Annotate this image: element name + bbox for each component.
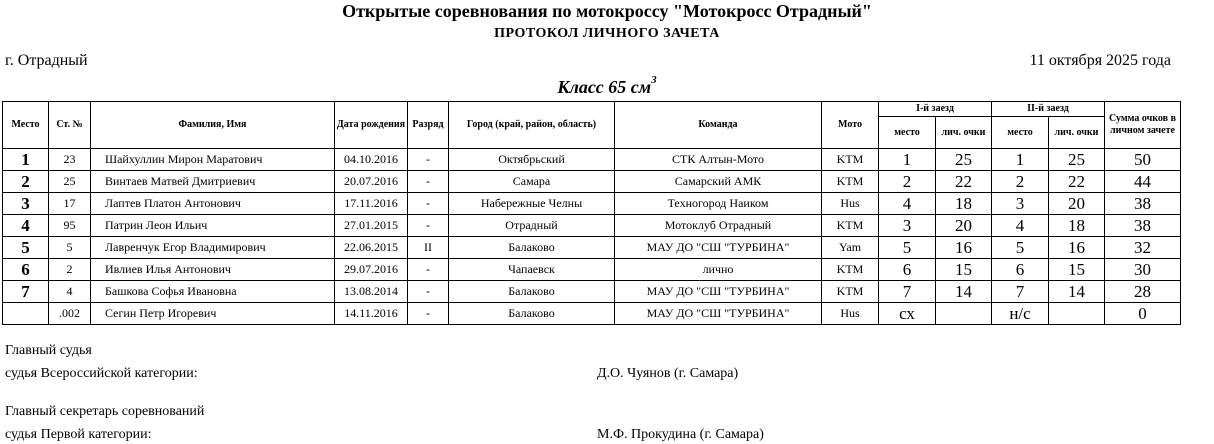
cell-race1-place: 3 [879, 215, 936, 237]
cell-race1-points: 25 [936, 149, 992, 171]
cell-rank: - [408, 303, 449, 325]
cell-total: 44 [1105, 171, 1181, 193]
cell-race1-points: 20 [936, 215, 992, 237]
event-city: г. Отрадный [5, 52, 88, 69]
cell-place: 3 [3, 193, 49, 215]
cell-birth: 13.08.2014 [335, 281, 408, 303]
cell-rank: II [408, 237, 449, 259]
event-date: 11 октября 2025 года [1029, 52, 1171, 69]
cell-start-no: 5 [49, 237, 91, 259]
cell-race1-place: сх [879, 303, 936, 325]
cell-race1-place: 4 [879, 193, 936, 215]
cell-name: Винтаев Матвей Дмитриевич [91, 171, 335, 193]
cell-moto: KTM [822, 281, 879, 303]
cell-team: МАУ ДО "СШ "ТУРБИНА" [615, 281, 822, 303]
cell-race1-points: 18 [936, 193, 992, 215]
cell-birth: 20.07.2016 [335, 171, 408, 193]
cell-team: Мотоклуб Отрадный [615, 215, 822, 237]
table-row [3, 193, 1181, 215]
header-race2-place: место [992, 117, 1049, 149]
cell-rank: - [408, 281, 449, 303]
class-label [0, 74, 1214, 98]
table-row [3, 281, 1181, 303]
table-row [3, 237, 1181, 259]
cell-place [3, 303, 49, 325]
header-birth: Дата рождения [335, 102, 408, 149]
header-total: Сумма очков в личном зачете [1105, 102, 1181, 149]
secretary-title-line2: судья Первой категории: [5, 427, 152, 442]
cell-name: Шайхуллин Мирон Маратович [91, 149, 335, 171]
cell-birth: 17.11.2016 [335, 193, 408, 215]
header-race1: I-й заезд [879, 102, 992, 117]
cell-place: 5 [3, 237, 49, 259]
cell-start-no: 95 [49, 215, 91, 237]
cell-team: МАУ ДО "СШ "ТУРБИНА" [615, 303, 822, 325]
cell-city: Отрадный [449, 215, 615, 237]
cell-race2-place: 4 [992, 215, 1049, 237]
cell-birth: 22.06.2015 [335, 237, 408, 259]
cell-race1-points: 14 [936, 281, 992, 303]
cell-race2-place: 3 [992, 193, 1049, 215]
cell-race2-points: 16 [1049, 237, 1105, 259]
header-place: Место [3, 102, 49, 149]
cell-total: 0 [1105, 303, 1181, 325]
cell-race1-place: 1 [879, 149, 936, 171]
document-title: Открытые соревнования по мотокроссу "Мотокросс Отрадный" [342, 1, 872, 21]
cell-rank: - [408, 215, 449, 237]
cell-name: Патрин Леон Ильич [91, 215, 335, 237]
cell-moto: KTM [822, 259, 879, 281]
secretary-title-line1: Главный секретарь соревнований [5, 404, 205, 419]
cell-race1-points: 22 [936, 171, 992, 193]
cell-moto: Hus [822, 303, 879, 325]
cell-race1-place: 5 [879, 237, 936, 259]
cell-name: Сегин Петр Игоревич [91, 303, 335, 325]
cell-place: 6 [3, 259, 49, 281]
cell-race1-points: 15 [936, 259, 992, 281]
cell-race2-place: 1 [992, 149, 1049, 171]
cell-race1-place: 2 [879, 171, 936, 193]
cell-race2-points [1049, 303, 1105, 325]
cell-moto: KTM [822, 171, 879, 193]
class-label-text: Класс 65 см [557, 77, 652, 97]
cell-race1-points: 16 [936, 237, 992, 259]
cell-race2-points: 25 [1049, 149, 1105, 171]
cell-race2-place: 5 [992, 237, 1049, 259]
judge-name: Д.О. Чуянов (г. Самара) [597, 366, 739, 381]
table-row [3, 303, 1181, 325]
cell-total: 30 [1105, 259, 1181, 281]
cell-rank: - [408, 149, 449, 171]
cell-team: Техногород Наиком [615, 193, 822, 215]
table-row [3, 259, 1181, 281]
cell-race2-points: 22 [1049, 171, 1105, 193]
cell-total: 28 [1105, 281, 1181, 303]
cell-total: 32 [1105, 237, 1181, 259]
cell-name: Башкова Софья Ивановна [91, 281, 335, 303]
cell-moto: KTM [822, 215, 879, 237]
cell-start-no: 4 [49, 281, 91, 303]
cell-race2-place: 6 [992, 259, 1049, 281]
document-subtitle: ПРОТОКОЛ ЛИЧНОГО ЗАЧЕТА [494, 26, 720, 41]
cell-race1-place: 7 [879, 281, 936, 303]
cell-race1-points [936, 303, 992, 325]
cell-birth: 14.11.2016 [335, 303, 408, 325]
cell-birth: 29.07.2016 [335, 259, 408, 281]
cell-moto: Yam [822, 237, 879, 259]
cell-total: 38 [1105, 193, 1181, 215]
cell-rank: - [408, 193, 449, 215]
cell-start-no: 17 [49, 193, 91, 215]
cell-name: Лаптев Платон Антонович [91, 193, 335, 215]
cell-team: лично [615, 259, 822, 281]
cell-race2-points: 20 [1049, 193, 1105, 215]
cell-race2-points: 15 [1049, 259, 1105, 281]
header-race2-points: лич. очки [1049, 117, 1105, 149]
cell-start-no: 23 [49, 149, 91, 171]
cell-total: 38 [1105, 215, 1181, 237]
cell-moto: KTM [822, 149, 879, 171]
results-table [2, 101, 1181, 325]
secretary-name: М.Ф. Прокудина (г. Самара) [597, 427, 764, 442]
cell-place: 1 [3, 149, 49, 171]
cell-team: СТК Алтын-Мото [615, 149, 822, 171]
cell-race2-place: н/с [992, 303, 1049, 325]
header-name: Фамилия, Имя [91, 102, 335, 149]
header-city: Город (край, район, область) [449, 102, 615, 149]
header-start-no: Ст. № [49, 102, 91, 149]
cell-race2-points: 18 [1049, 215, 1105, 237]
cell-start-no: 25 [49, 171, 91, 193]
cell-race2-place: 2 [992, 171, 1049, 193]
cell-total: 50 [1105, 149, 1181, 171]
cell-race2-place: 7 [992, 281, 1049, 303]
cell-place: 7 [3, 281, 49, 303]
judge-title-line1: Главный судья [5, 343, 92, 358]
cell-place: 2 [3, 171, 49, 193]
header-rank: Разряд [408, 102, 449, 149]
cell-city: Октябрьский [449, 149, 615, 171]
table-row [3, 215, 1181, 237]
cell-name: Ивлиев Илья Антонович [91, 259, 335, 281]
cell-team: Самарский АМК [615, 171, 822, 193]
table-row [3, 171, 1181, 193]
cell-name: Лавренчук Егор Владимирович [91, 237, 335, 259]
cell-city: Балаково [449, 237, 615, 259]
class-label-sup: 3 [651, 74, 657, 86]
cell-city: Набережные Челны [449, 193, 615, 215]
table-row [3, 149, 1181, 171]
cell-rank: - [408, 171, 449, 193]
header-team: Команда [615, 102, 822, 149]
cell-city: Балаково [449, 303, 615, 325]
header-moto: Мото [822, 102, 879, 149]
header-race1-place: место [879, 117, 936, 149]
cell-birth: 04.10.2016 [335, 149, 408, 171]
cell-place: 4 [3, 215, 49, 237]
cell-team: МАУ ДО "СШ "ТУРБИНА" [615, 237, 822, 259]
cell-start-no: 2 [49, 259, 91, 281]
cell-city: Чапаевск [449, 259, 615, 281]
cell-rank: - [408, 259, 449, 281]
cell-start-no: .002 [49, 303, 91, 325]
cell-birth: 27.01.2015 [335, 215, 408, 237]
cell-city: Балаково [449, 281, 615, 303]
cell-city: Самара [449, 171, 615, 193]
cell-race1-place: 6 [879, 259, 936, 281]
judge-title-line2: судья Всероссийской категории: [5, 366, 198, 381]
header-race2: II-й заезд [992, 102, 1105, 117]
cell-moto: Hus [822, 193, 879, 215]
cell-race2-points: 14 [1049, 281, 1105, 303]
header-race1-points: лич. очки [936, 117, 992, 149]
